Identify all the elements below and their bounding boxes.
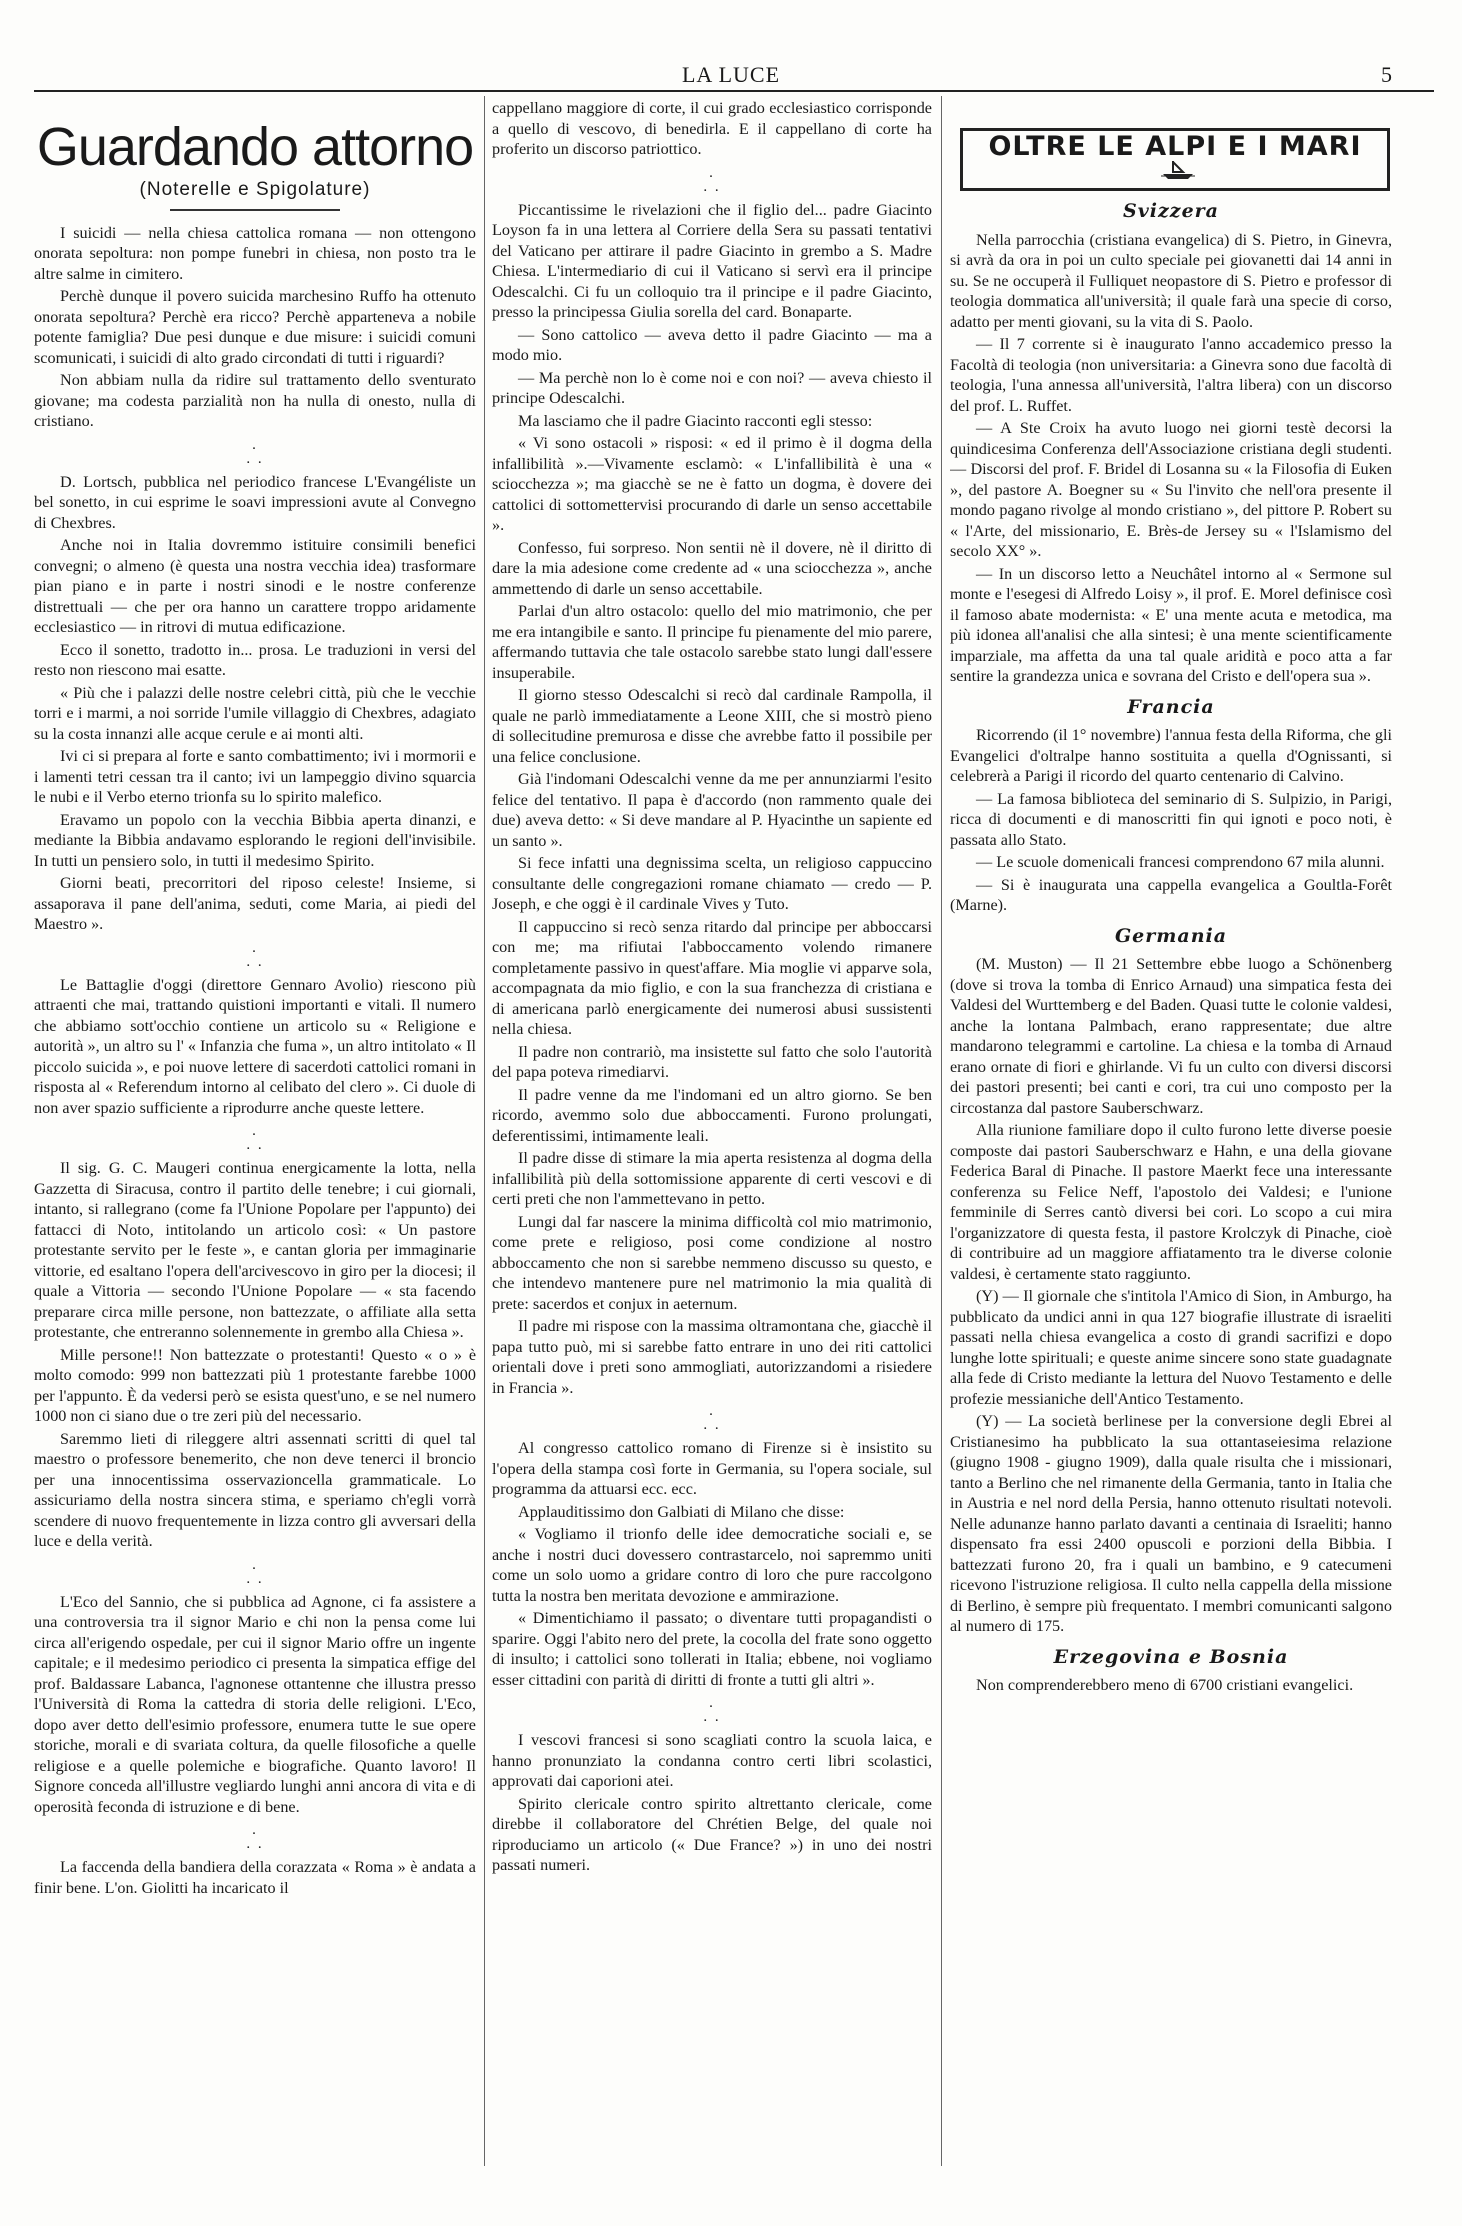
paragraph: Nella parrocchia (cristiana evangelica) di S. Pietro, in Ginevra, si avrà da ora in poi un culto speciale pei giovanetti dai 14 anni in su. Se ne occuperà il Fulliquet neopastore di S. Pietro e professor di teologia dommatica all'università; il quale farà una specie di corso, adatto per menti giovani, su la vita di S. Paolo. (950, 230, 1392, 331)
paragraph: Il giorno stesso Odescalchi si recò dal cardinale Rampolla, il quale ne parlò immediatamente a Leone XIII, che si mostrò pieno di sollecitudine premurosa e disse che avrebbe fatto il possibile per una felice conclusione. (492, 686, 932, 766)
paragraph: Anche noi in Italia dovremmo istituire consimili benefici convegni; o almeno (è questa una nostra vecchia idea) trasformare pian piano e in parte i nostri sinodi e le nostre conferenze distrettuali — che per ora hanno un carattere troppo aridamente ecclesiastico — in ritrovi di mutua edificazione. (34, 536, 476, 636)
paragraph: « Più che i palazzi delle nostre celebri città, più che le vecchie torri e i marmi, a noi sorride l'umile villaggio di Chexbres, adagiato su la costa innanzi alle acque cerule e ai monti alti. (34, 683, 476, 743)
running-head: LA LUCE (681, 62, 781, 87)
paragraph: Mille persone!! Non battezzate o protestanti! Questo « o » è molto comodo: 999 non battezzati più 1 protestante farebbe 1000 per l'appunto. È da vedersi però se esista quest'uno, e se nel numero 1000 non ci siano due o tre zeri più del necessario. (34, 1345, 476, 1425)
paragraph: « Vogliamo il trionfo delle idee democratiche sociali e, se anche i nostri duci dovessero contrastarcelo, noi sapremmo uniti come un solo uomo a gridare contro di loro che pure raccolgono tutta la nostra ben meritata devozione e ammirazione. (492, 1525, 932, 1605)
paragraph: « Vi sono ostacoli » risposi: « ed il primo è il dogma della infallibilità ».—Vivamente esclamò: « L'infallibilità è una « sciocchezza »; ma giacchè se ne è fatto un dogma, è dovere dei cattolici di sottomettervisi procurando di darle un senso accettabile ». (492, 434, 932, 534)
paragraph: Lungi dal far nascere la minima difficoltà col mio matrimonio, come prete e religioso, posi come condizione al nostro abboccamento che non si sarebbe nemmeno discusso su questo, e che intendevo mantenere pure nel matrimonio la mia qualità di prete: sacerdos et conjux in aeternum. (492, 1212, 932, 1313)
paragraph: — Il 7 corrente si è inaugurato l'anno accademico presso la Facoltà di teologia (non universitaria: a Ginevra sono due facoltà di teologia, l'una annessa all'università, l'altra libera) con un discorso del prof. L. Ruffet. (950, 335, 1392, 415)
asterism: . . . (703, 164, 721, 195)
paragraph: — Ma perchè non lo è come noi e con noi? — aveva chiesto il principe Odescalchi. (492, 368, 932, 407)
paragraph: Spirito clericale contro spirito altrettanto clericale, come direbbe il collaboratore del Chrétien Belge, del quale noi riproduciamo un articolo (« Due France? ») in uno dei nostri passati numeri. (492, 1794, 932, 1874)
column-oltre-le-alpi (950, 98, 1392, 2178)
article-title: Guardando attorno (36, 117, 474, 177)
paragraph: Il padre venne da me l'indomani ed un altro giorno. Se ben ricordo, avemmo solo due abboccamenti. Furono prolungati, deferentissimi, intimamente leali. (492, 1085, 932, 1145)
paragraph: Il sig. G. C. Maugeri continua energicamente la lotta, nella Gazzetta di Siracusa, contro il partito delle tenebre; i cui giornali, intanto, si rallegrano (come fa l'Unione Popolare per l'appunto) dei fattacci di Noto, intitolando un articolo così: « Un pastore protestante servito per le feste », e cantan gloria per immaginarie vittorie, ed esaltano l'opera dell'arcivescovo in giro per la diocesi; il quale a Vittoria — secondo l'Unione Popolare — « sta facendo preparare circa mille persone, non battezzate, o affiliate alla setta protestante, che entreranno solennemente in grembo alla Chiesa ». (34, 1159, 476, 1341)
paragraph: Ecco il sonetto, tradotto in... prosa. Le traduzioni in versi del resto non riescono mai esatte. (34, 640, 476, 679)
paragraph: Non comprenderebbero meno di 6700 cristiani evangelici. (976, 1676, 1354, 1694)
title-rule (170, 209, 340, 211)
paragraph: (M. Muston) — Il 21 Settembre ebbe luogo a Schönenberg (dove si trova la tomba di Enrico Arnaud) una simpatica festa dei Valdesi del Wurttemberg e del Baden. Quasi tutte le colonie valdesi, anche la lontana Palmbach, erano rappresentate; due altre mandarono telegrammi e cartoline. La chiesa e la tomba di Arnaud erano ornate di fiori e ghirlande. Vi fu un culto con diversi discorsi dei pastori presenti; bei canti e cori, tra cui uno composto per la circostanza dal pastore Sauberschwarz. (950, 955, 1392, 1117)
paragraph: I vescovi francesi si sono scagliati contro la scuola laica, e hanno pronunziato la condanna contro certi libri scolastici, approvati dai caporioni atei. (492, 1731, 932, 1790)
paragraph: Il padre non contrariò, ma insistette sul fatto che solo l'autorità del papa poteva rimediarvi. (492, 1042, 932, 1081)
column-divider-1 (484, 96, 485, 2166)
paragraph: — Le scuole domenicali francesi comprendono 67 mila alunni. (976, 853, 1385, 871)
paragraph: Parlai d'un altro ostacolo: quello del mio matrimonio, che per me era intangibile e santo. Il principe fu pienamente del mio parere, affermando tuttavia che tale ostacolo sarebbe stato lungi dall'essere insuperabile. (492, 602, 932, 682)
paragraph: — A Ste Croix ha avuto luogo nei giorni testè decorsi la quindicesima Conferenza dell'Associazione cristiana degli studenti. — Discorsi del prof. F. Bridel di Losanna su « la Filosofia di Euken », del pastore A. Boegner su « Su l'invito che nell'ora presente il mondo pagano rivolge al mondo cristiano », del pittore P. Robert su « l'Arte, del missionario, E. Brès-de Jersey su « l'Islamismo del secolo XX° ». (950, 419, 1392, 560)
paragraph: La faccenda della bandiera della corazzata « Roma » è andata a finir bene. L'on. Giolitti ha incaricato il (34, 1858, 476, 1897)
asterism: . . . (246, 436, 264, 467)
paragraph: Piccantissime le rivelazioni che il figlio del... padre Giacinto Loyson fa in una lettera al Corriere della Sera su passati tentativi del Vaticano per attirare il padre Giacinto in grembo a S. Madre Chiesa. L'intermediario di cui il Vaticano si servì era il principe Odescalchi. Ci fu un colloquio tra il principe e il padre Giacinto, presso la principessa Giulia sorella del card. Bonaparte. (492, 200, 932, 321)
paragraph: Il cappuccino si recò senza ritardo dal principe per abboccarsi con me; ma rifiutai l'abboccamento volendo rimanere completamente passivo in quest'affare. Mia moglie vi apparve sola, accompagnata da mio figlio, e con la sua franchezza di cristiana e di americana parlò energicamente dei numerosi abusi sussistenti nella chiesa. (492, 917, 932, 1038)
section-heading-germania: Germania (1114, 924, 1228, 947)
paragraph: « Dimentichiamo il passato; o diventare tutti propagandisti o sparire. Oggi l'abito nero del prete, la cocolla del frate sono oggetto di insulto; i cattolici sono tollerati in Italia; ebbene, noi vogliamo esser cittadini con parità di diritti di fronte a tutti gli altri ». (492, 1609, 932, 1689)
paragraph: Confesso, fui sorpreso. Non sentii nè il dovere, nè il diritto di dare la mia adesione come credente ad « una sciocchezza », anche ammettendo di darle un senso accettabile. (492, 538, 932, 598)
page-number: 5 (1381, 62, 1392, 87)
paragraph: D. Lortsch, pubblica nel periodico francese L'Evangéliste un bel sonetto, in cui esprime le soavi impressioni avute al Convegno di Chexbres. (34, 472, 476, 532)
header-rule (34, 90, 1434, 92)
paragraph: I suicidi — nella chiesa cattolica romana — non ottengono onorata sepoltura: non pompe funebri in chiesa, non posto tra le altre salme in cimitero. (34, 223, 476, 283)
paragraph: Ivi ci si prepara al forte e santo combattimento; ivi i mormorii e i lamenti tetri cessan tra il canto; ivi un lampeggio divino squarcia le nubi e il Verbo eterno trionfa su lo spirito malefico. (34, 747, 476, 806)
paragraph: cappellano maggiore di corte, il cui grado ecclesiastico corrisponde a quello di vescovo, di benedirla. E il cappellano di corte ha proferito un discorso patriottico. (492, 99, 932, 158)
paragraph: — In un discorso letto a Neuchâtel intorno al « Sermone sul monte e l'esegesi di Alfredo Loisy », il prof. E. Morel definisce così il famoso abate modernista: « E' una mente acuta e metodica, ma più idonea all'analisi che alla sintesi; è una mente scientificamente imparziale, ma affetta da una tal quale aridità e poco atta a far sentire la grandezza unica e sovrana del Cristo e dell'opera sua ». (950, 564, 1392, 685)
ship-icon (1161, 158, 1195, 183)
section-heading-erzegovina: Erzegovina e Bosnia (1053, 1645, 1289, 1668)
article-subtitle: (Noterelle e Spigolature) (139, 179, 371, 200)
paragraph: Giorni beati, precorritori del riposo celeste! Insieme, si assaporava il pane dell'anima, seduti, come Maria, ai piedi del Maestro ». (34, 874, 476, 933)
paragraph: Il padre mi rispose con la massima oltramontana che, giacchè il papa tutto può, mi si sarebbe fatto entrare in uno dei riti cattolici orientali dove i preti sono ammogliati, autorizzandomi a risiedere in Francia ». (492, 1317, 932, 1397)
paragraph: Il padre disse di stimare la mia aperta resistenza al dogma della infallibilità più della sottomissione apparente di certi vescovi e di certi preti che non l'ammettevano in petto. (492, 1149, 932, 1208)
paragraph: Applauditissimo don Galbiati di Milano che disse: (518, 1502, 845, 1521)
paragraph: — La famosa biblioteca del seminario di S. Sulpizio, in Parigi, ricca di documenti e di manoscritti fin qui ignoti e poco noti, è passata allo Stato. (950, 789, 1392, 849)
box-title-text: OLTRE LE ALPI E I MARI (988, 131, 1362, 162)
paragraph: Già l'indomani Odescalchi venne da me per annunziarmi l'esito felice del tentativo. Il papa è d'accordo (non rammento quale dei due) aveva detto: « Si deve mandare al P. Hyacinthe un sapiente ed un santo ». (492, 770, 932, 850)
paragraph: Ricorrendo (il 1° novembre) l'annua festa della Riforma, che gli Evangelici d'oltralpe hanno sostituita a quella d'Ognissanti, si celebrerà a Parigi il ricordo del quarto centenario di Calvino. (950, 726, 1392, 785)
section-heading-svizzera: Svizzera (1123, 200, 1219, 222)
paragraph: Al congresso cattolico romano di Firenze si è insistito su l'opera della stampa così forte in Germania, su l'opera sociale, sul programma da attuarsi ecc. ecc. (492, 1439, 932, 1498)
paragraph: Ma lasciamo che il padre Giacinto racconti egli stesso: (518, 411, 873, 430)
paragraph: — Sono cattolico — aveva detto il padre Giacinto — ma a modo mio. (492, 325, 932, 364)
paragraph: Non abbiam nulla da ridire sul trattamento dello sventurato giovane; ma codesta parzialità non ha nulla di onesto, nulla di cristiano. (34, 371, 476, 430)
column-divider-2 (941, 96, 942, 2166)
paragraph: Eravamo un popolo con la vecchia Bibbia aperta dinanzi, e mediante la Bibbia andavamo esplorando le regioni dell'invisibile. In tutti un pensiero solo, in tutti il medesimo Spirito. (34, 810, 476, 870)
column-guardando-attorno (34, 98, 476, 2178)
asterism: . . . (246, 1123, 264, 1153)
asterism: . . . (246, 939, 264, 970)
asterism: . . . (703, 1403, 721, 1433)
paragraph: Le Battaglie d'oggi (direttore Gennaro Avolio) riescono più attraenti che mai, trattando quistioni importanti e vitali. Il numero che abbiamo sott'occhio contiene un articolo su « Religione e autorità », un altro su l' « Infanzia che fuma », un altro intitolato « Il piccolo suicida », e poi nuove lettere di sacerdoti cattolici romani in risposta al « Referendum intorno al celibato del clero ». Ci duole di non aver spazio sufficiente a riprodurre anche queste lettere. (34, 975, 476, 1117)
paragraph: Si fece infatti una degnissima scelta, un religioso cappuccino consultante delle congregazioni romane chiamato — credo — P. Joseph, e che oggi è il cardinale Vives y Tuto. (492, 854, 932, 913)
paragraph: — Si è inaugurata una cappella evangelica a Goultla-Forêt (Marne). (950, 875, 1392, 914)
paragraph: (Y) — Il giornale che s'intitola l'Amico di Sion, in Amburgo, ha pubblicato da undici anni in qua 127 biografie illustrate di israeliti passati nella chiesa evangelica a costo di grandi sacrifizi e dopo lunghe lotte spirituali; e queste anime sincere sono state guadagnate alla fede di Cristo mediante la lettura del Nuovo Testamento e delle profezie messianiche dell'Antico Testamento. (950, 1287, 1392, 1408)
paragraph: Saremmo lieti di rileggere altri assennati scritti di quel tal maestro o professore benemerito, che non deve tenerci il broncio per una innocentissima osservazioncella grammaticale. Lo assicuriamo della nostra sincera stima, e speriamo ch'egli vorrà scendere di nuovo frequentemente in lizza contro gli avversari della luce e della verità. (34, 1429, 476, 1550)
section-box-title (960, 128, 1390, 191)
paragraph: (Y) — La società berlinese per la conversione degli Ebrei al Cristianesimo ha pubblicato la sua ottantaseiesima relazione (giugno 1908 - giugno 1909), dalla quale risulta che i missionari, tanto a Berlino che nel rimanente della Germania, tanto in Italia che in Austria e nel nord della Persia, hanno ottenuto risultati notevoli. Nelle adunanze hanno parlato davanti a centinaia di Israeliti; hanno dispensato fra essi 2400 opuscoli e porzioni della Bibbia. I battezzati furono 20, fra i quali un bambino, e 9 catecumeni ricevono l'istruzione religiosa. Il culto nella cappella della missione di Berlino, è sempre più frequentato. I membri comunicanti salgono al numero di 175. (950, 1412, 1392, 1635)
column-continuation (492, 98, 932, 2178)
asterism: . . . (703, 1695, 721, 1725)
section-heading-francia: Francia (1127, 695, 1215, 718)
paragraph: L'Eco del Sannio, che si pubblica ad Agnone, ci fa assistere a una controversia tra il signor Mario e chi non la pensa come lui circa all'erigendo ospedale, per cui il signor Mario offre un ingente capitale; e il medesimo periodico ci presenta la simpatica effige del prof. Baldassare Labanca, l'agnonese ottantenne che illustra presso l'Università di Roma la cattedra di storia delle religioni. L'Eco, dopo aver detto dell'esimio professore, enumera tutte le sue opere storiche, morali e di svariata coltura, da quelle filosofiche a quelle religiose e a quelle polemiche e biografiche. Quanto lavoro! Il Signore conceda all'illustre vegliardo lunghi anni ancora di vita e di operosità feconda di istruzione e di bene. (34, 1592, 476, 1816)
asterism: . . . (246, 1556, 264, 1587)
asterism: . . . (246, 1822, 264, 1852)
paragraph: Alla riunione familiare dopo il culto furono lette diverse poesie composte dai pastori Sauberschwarz e Hahn, e una della giovane Federica Baral di Pinache. Il pastore Maerkt fece una interessante conferenza su Felice Neff, l'apostolo dei Valdesi; e l'unione femminile di Serres cantò diversi bei cori. Lo scopo a cui mira l'organizzatore di questa festa, il pastore Krolczyk di Pinache, cioè di contribuire ad un maggiore affiatamento tra le diverse colonie valdesi, è certamente stato raggiunto. (950, 1121, 1392, 1283)
paragraph: Perchè dunque il povero suicida marchesino Ruffo ha ottenuto onorata sepoltura? Perchè era ricco? Perchè apparteneva a nobile potente famiglia? Due pesi dunque e due misure: i suicidi comuni scomunicati, i suicidi di alto grado circondati di tutti i riguardi? (34, 287, 476, 367)
